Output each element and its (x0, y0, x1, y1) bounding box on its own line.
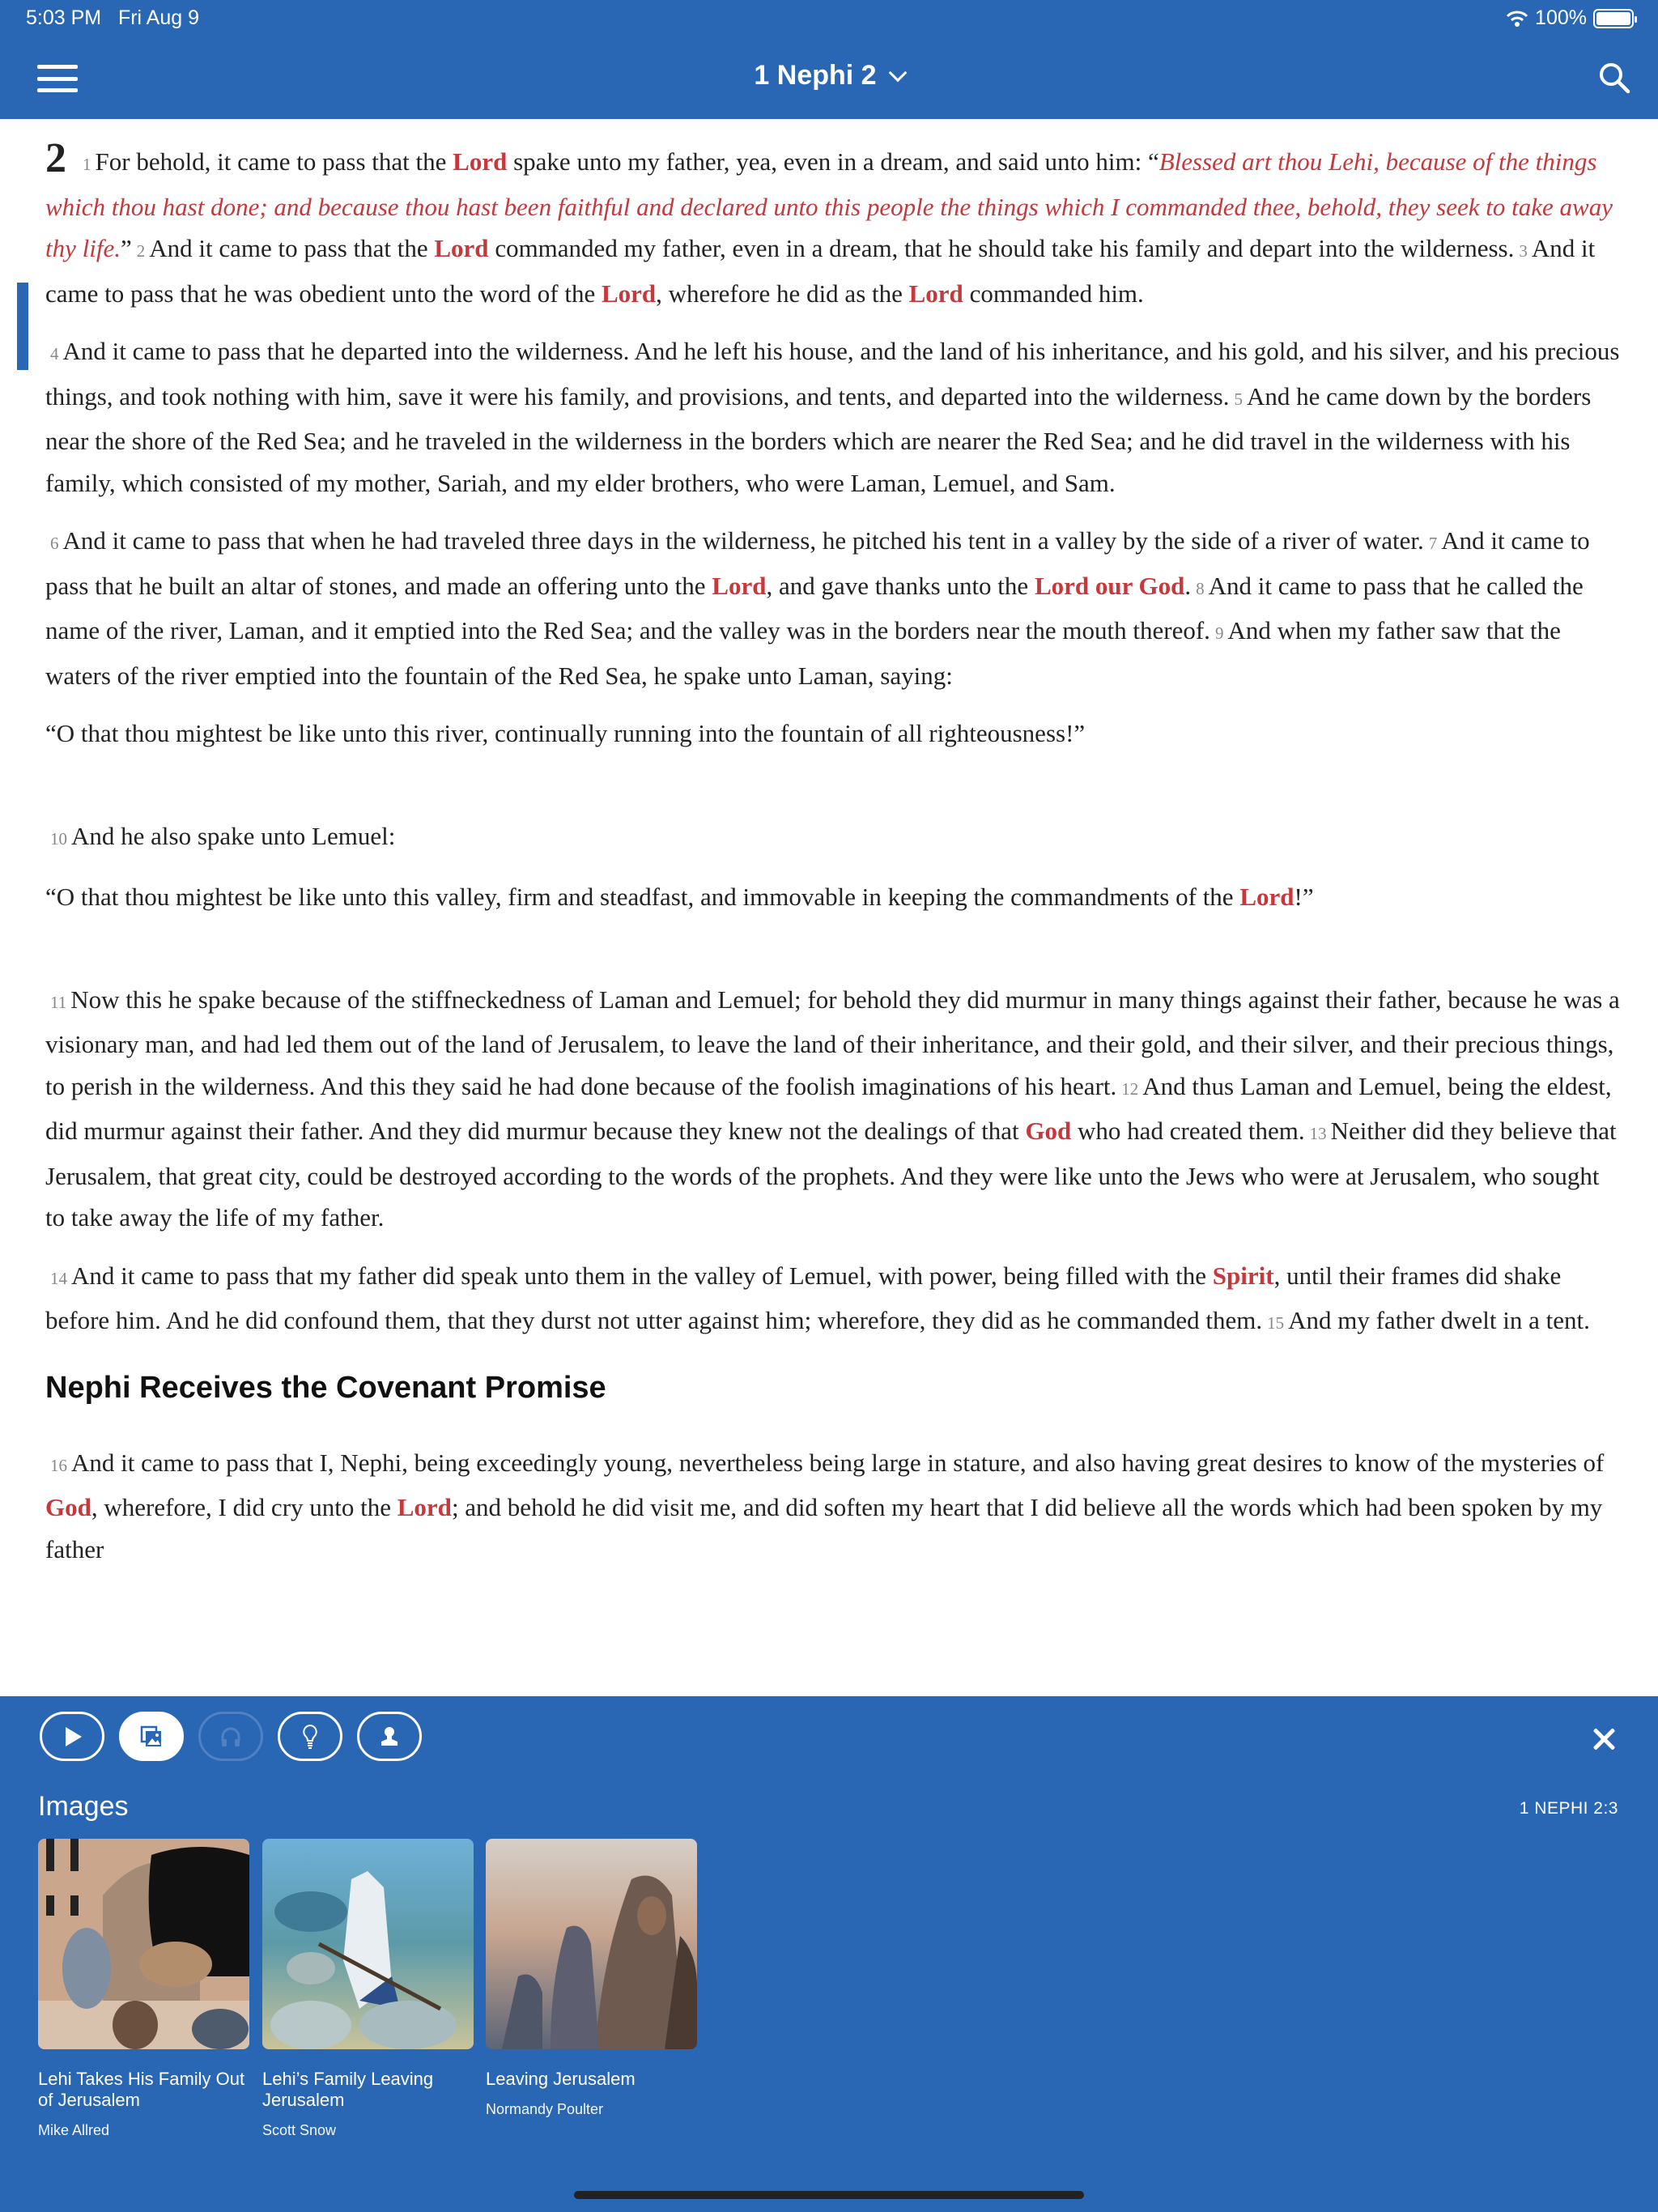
images-icon (139, 1725, 164, 1749)
verse-number[interactable]: 1 (83, 155, 91, 174)
verse-text: And it came to pass that the (149, 234, 435, 262)
verse-text: “O that thou mightest be like unto this valley, firm and steadfast, and immovable in keeping the commandments of the (45, 883, 1240, 911)
verse-number[interactable]: 3 (1519, 241, 1528, 261)
verse-text: !” (1294, 883, 1314, 911)
scripture-paragraph (45, 1442, 1624, 1571)
image-author: Scott Snow (262, 2122, 337, 2138)
audio-button[interactable] (198, 1712, 263, 1761)
image-card[interactable] (38, 1839, 249, 2139)
deity-name: God (45, 1493, 91, 1521)
lightbulb-icon (298, 1723, 322, 1750)
status-indicators (1506, 6, 1634, 30)
verse-text: who had created them. (1071, 1117, 1305, 1145)
verse-text: For behold, it came to pass that the (95, 147, 453, 176)
image-card[interactable] (486, 1839, 697, 2118)
date: Fri Aug 9 (117, 6, 200, 29)
verse-number[interactable]: 7 (1428, 534, 1438, 553)
highlight-marker (17, 283, 28, 370)
person-icon (377, 1725, 402, 1749)
verse-text: And it came to pass that he built an altar of stones, and made an offering unto the (45, 526, 1590, 600)
scripture-paragraph (45, 876, 1624, 918)
battery-icon (1593, 9, 1634, 28)
verse-text: “O that thou mightest be like unto this river, continually running into the fountain of all righteousness!” (45, 719, 1086, 747)
image-author: Mike Allred (38, 2122, 110, 2138)
verse-text: ; and behold he did visit me, and did soften my heart that I did believe all the words which had been spoken by my father (45, 1493, 1603, 1563)
image-card[interactable] (262, 1839, 474, 2139)
verse-text: And he came down by the borders near the shore of the Red Sea; and he traveled in the wilderness in the borders which are nearer the Red Sea; and he did travel in the wilderness with his family, which consisted of my mother, Sariah, and my elder brothers, who were Laman, Lemuel, and Sam. (45, 381, 1592, 497)
verse-text: , and gave thanks unto the (766, 571, 1035, 600)
verse-number[interactable]: 8 (1196, 578, 1205, 598)
wifi-icon (1506, 10, 1528, 28)
battery-percent: 100% (1535, 6, 1587, 29)
verse-number[interactable]: 2 (136, 241, 146, 261)
image-author: Normandy Poulter (486, 2101, 604, 2117)
verse-text: And my father dwelt in a tent. (1288, 1306, 1590, 1334)
verse-number[interactable]: 6 (50, 534, 59, 553)
scripture-paragraph (45, 520, 1624, 696)
verse-text: Now this he spake because of the stiffneckedness of Laman and Lemuel; for behold they did murmur in many things against their father, because he was a visionary man, and had led them out of the land of Jerusalem, to leave the land of their inheritance, and their gold, and their silver, and their precious things, to perish in the wilderness. And this they said he had done because of the foolish imaginations of his heart. (45, 985, 1620, 1100)
deity-name: Lord (397, 1493, 452, 1521)
chapter-selector[interactable] (0, 60, 1658, 91)
verse-reference: 1 NEPHI 2:3 (1519, 1799, 1618, 1818)
home-indicator[interactable] (574, 2191, 1084, 2199)
close-icon[interactable] (1592, 1727, 1616, 1751)
verse-text: And it came to pass that my father did speak unto them in the valley of Lemuel, with power, being filled with the (71, 1261, 1213, 1290)
verse-number[interactable]: 14 (50, 1268, 67, 1288)
chapter-number: 2 (45, 135, 66, 181)
verse-number[interactable]: 4 (50, 344, 59, 364)
verse-text: And it came to pass that he called the name of the river, Laman, and it emptied into the Red Sea; and the valley was in the borders near the mouth thereof. (45, 571, 1584, 644)
scripture-paragraph (45, 330, 1624, 504)
image-thumbnail (486, 1839, 697, 2049)
image-title: Lehi’s Family Leaving Jerusalem (262, 2069, 434, 2110)
verse-number[interactable]: 11 (50, 992, 67, 1012)
top-bar (0, 0, 1658, 119)
quoted-speech: Blessed art thou Lehi, because of the things which thou hast done; and because thou hast been faithful and declared unto this people the things which I commanded thee, behold, they seek to take away thy life. (45, 147, 1613, 262)
deity-name: Lord (908, 279, 963, 308)
verse-number[interactable]: 15 (1267, 1313, 1285, 1333)
verse-text: And he also spake unto Lemuel: (71, 821, 396, 850)
status-time (26, 6, 199, 30)
verse-number[interactable]: 13 (1309, 1124, 1327, 1143)
verse-text: . (1184, 571, 1192, 600)
verse-number[interactable]: 16 (50, 1455, 67, 1475)
verse-text: And thus Laman and Lemuel, being the eldest, did murmur against their father. And they did murmur because they knew not the dealings of that (45, 1071, 1612, 1145)
verse-number[interactable]: 10 (50, 828, 67, 849)
deity-name: Lord (712, 571, 767, 600)
deity-name: Lord (601, 279, 657, 308)
verse-text: And when my father saw that the waters of the river emptied into the fountain of the Red Sea, he spake unto Laman, saying: (45, 616, 1561, 690)
image-title: Leaving Jerusalem (486, 2069, 636, 2089)
scripture-paragraph (45, 135, 1624, 314)
verse-text: commanded him. (963, 279, 1144, 308)
headphones-icon (219, 1725, 243, 1749)
play-button[interactable] (40, 1712, 104, 1761)
verse-text: , until their frames did shake before him. And he did confound them, that they durst not utter against him; wherefore, they did as he commanded them. (45, 1261, 1562, 1334)
verse-text: commanded my father, even in a dream, that he should take his family and depart into the wilderness. (488, 234, 1515, 262)
verse-text: ” (120, 234, 132, 262)
deity-name: Lord (1239, 883, 1295, 911)
scripture-text (45, 135, 1624, 1586)
verse-text: , wherefore he did as the (656, 279, 909, 308)
chevron-down-icon (888, 64, 907, 83)
scripture-paragraph (45, 1255, 1624, 1345)
image-thumbnail (262, 1839, 474, 2049)
image-thumbnail (38, 1839, 249, 2049)
images-button[interactable] (119, 1712, 184, 1761)
verse-text: spake unto my father, yea, even in a dream, and said unto him: “ (507, 147, 1159, 176)
deity-name: God (1025, 1117, 1072, 1145)
insights-button[interactable] (278, 1712, 342, 1761)
media-panel (0, 1696, 1658, 2212)
verse-number[interactable]: 5 (1234, 389, 1243, 409)
image-title: Lehi Takes His Family Out of Jerusalem (38, 2069, 245, 2110)
people-button[interactable] (357, 1712, 422, 1761)
section-heading: Nephi Receives the Covenant Promise (45, 1370, 606, 1405)
verse-text: And it came to pass that he was obedient unto the word of the (45, 234, 1596, 308)
verse-number[interactable]: 9 (1214, 623, 1224, 643)
scripture-paragraph (45, 713, 1624, 755)
search-icon[interactable] (1598, 62, 1630, 94)
verse-text: Neither did they believe that Jerusalem, that great city, could be destroyed according to the words of the prophets. And they were like unto the Jews who were at Jerusalem, who sought to take away the life of my father. (45, 1117, 1617, 1231)
deity-name: Lord (453, 147, 508, 176)
page-title: 1 Nephi 2 (754, 60, 877, 91)
time: 5:03 PM (26, 6, 102, 29)
deity-name: Lord (434, 234, 489, 262)
panel-title: Images (38, 1791, 129, 1822)
verse-number[interactable]: 12 (1121, 1078, 1139, 1099)
deity-name: Spirit (1212, 1261, 1274, 1290)
verse-text: , wherefore, I did cry unto the (91, 1493, 397, 1521)
deity-name: Lord our God (1034, 571, 1185, 600)
play-icon (60, 1725, 84, 1749)
verse-text: And it came to pass that I, Nephi, being exceedingly young, nevertheless being large in stature, and also having great desires to know of the mysteries of (71, 1448, 1605, 1477)
verse-text: And it came to pass that he departed into the wilderness. And he left his house, and the land of his inheritance, and his gold, and his silver, and his precious things, and took nothing with him, save it were his family, and provisions, and tents, and departed into the wilderness. (45, 337, 1620, 410)
scripture-paragraph (45, 815, 1624, 861)
verse-text: And it came to pass that when he had traveled three days in the wilderness, he pitched his tent in a valley by the side of a river of water. (62, 526, 1424, 555)
scripture-paragraph (45, 979, 1624, 1239)
